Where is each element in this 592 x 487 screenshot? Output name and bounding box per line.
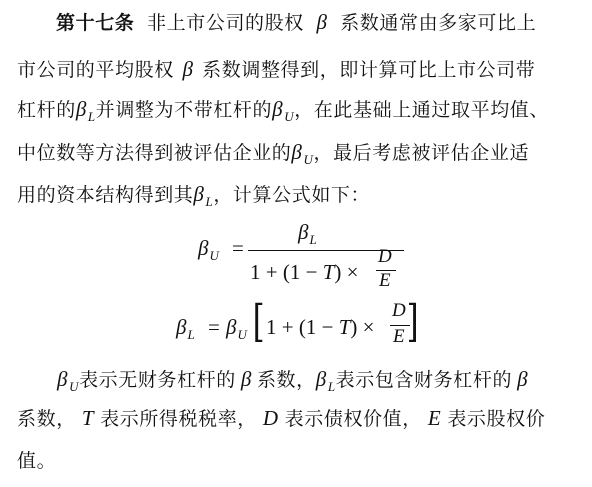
formula-lhs <box>198 236 219 261</box>
beta-symbol: β <box>316 10 328 34</box>
debt-value-symbol: D <box>262 406 279 430</box>
beta-symbol: β <box>298 220 309 244</box>
subscript: L <box>187 327 195 342</box>
close-bracket: ] <box>406 296 419 347</box>
subscript: L <box>87 109 96 124</box>
text-segment: 系数， <box>17 408 76 430</box>
text-segment: ，最后考虑被评估企业适 <box>313 142 530 164</box>
subscript: L <box>309 232 317 247</box>
text-segment: 表示包含财务杠杆的 <box>335 369 513 391</box>
beta-symbol: β <box>226 315 237 339</box>
body-close: ) × <box>350 315 375 339</box>
tax-rate-symbol: T <box>81 406 95 430</box>
subscript: L <box>205 194 214 209</box>
text-segment: 并调整为不带杠杆的 <box>95 99 273 121</box>
formula-lhs <box>176 315 195 340</box>
subscript: U <box>69 379 80 394</box>
denominator-text: 1 + (1 − <box>250 260 323 284</box>
beta-symbol: β <box>57 367 69 391</box>
beta-symbol: β <box>182 57 194 81</box>
text-segment: 市公司的平均股权 <box>17 59 174 81</box>
denominator-close: ) × <box>334 260 359 284</box>
subscript: U <box>237 327 247 342</box>
inner-numerator-D: D <box>392 300 406 321</box>
paragraph2-line-3 <box>17 448 56 474</box>
tax-rate-symbol: T <box>338 315 351 339</box>
open-bracket: [ <box>252 296 265 347</box>
paragraph-line-4 <box>17 139 529 168</box>
beta-symbol: β <box>291 140 303 164</box>
text-segment: 值。 <box>17 450 57 472</box>
beta-symbol: β <box>75 97 87 121</box>
paragraph2-line-2 <box>17 405 545 432</box>
subscript: U <box>209 248 219 263</box>
paragraph-line-5 <box>17 181 370 210</box>
text-segment: 杠杆的 <box>17 99 76 121</box>
equity-value-symbol: E <box>427 406 442 430</box>
beta-symbol: β <box>240 367 252 391</box>
paragraph-line-1 <box>56 9 536 36</box>
beta-symbol: β <box>517 367 529 391</box>
article-title: 第十七条 <box>56 12 135 34</box>
beta-symbol: β <box>315 367 327 391</box>
text-segment: 用的资本结构得到其 <box>17 184 194 206</box>
equals-sign: = <box>208 315 220 339</box>
subscript: U <box>284 109 295 124</box>
text-segment: 非上市公司的股权 <box>147 12 304 34</box>
inner-denominator-E: E <box>393 326 405 347</box>
text-segment: ，在此基础上通过取平均值、 <box>294 99 549 121</box>
subscript: U <box>303 152 314 167</box>
beta-symbol: β <box>198 236 209 260</box>
text-segment: 系数， <box>256 369 316 391</box>
tax-rate-symbol: T <box>322 260 335 284</box>
body-text: 1 + (1 − <box>266 315 339 339</box>
text-segment: 系数通常由多家可比上 <box>340 12 537 34</box>
text-segment: 中位数等方法得到被评估企业的 <box>17 142 292 164</box>
equals-sign: = <box>232 236 244 260</box>
fraction-denominator <box>250 260 358 285</box>
text-segment: 表示股权价 <box>447 408 546 430</box>
bracket-body <box>266 315 374 340</box>
fraction-numerator <box>298 220 317 245</box>
text-segment: 表示所得税税率， <box>100 408 257 430</box>
beta-symbol: β <box>272 97 284 121</box>
paragraph2-line-1 <box>57 366 528 395</box>
text-segment: 表示债权价值， <box>284 408 422 430</box>
text-segment: ，计算公式如下： <box>213 184 371 206</box>
beta-symbol: β <box>176 315 187 339</box>
beta-symbol: β <box>193 182 205 206</box>
inner-denominator-E: E <box>379 270 391 291</box>
paragraph-line-2 <box>17 56 535 83</box>
text-segment: 表示无财务杠杆的 <box>79 369 236 391</box>
formula-rhs-beta <box>226 315 247 340</box>
paragraph-line-3 <box>17 96 549 125</box>
inner-numerator-D: D <box>378 246 392 267</box>
text-segment: 系数调整得到，即计算可比上市公司带 <box>202 59 536 81</box>
subscript: L <box>327 379 336 394</box>
